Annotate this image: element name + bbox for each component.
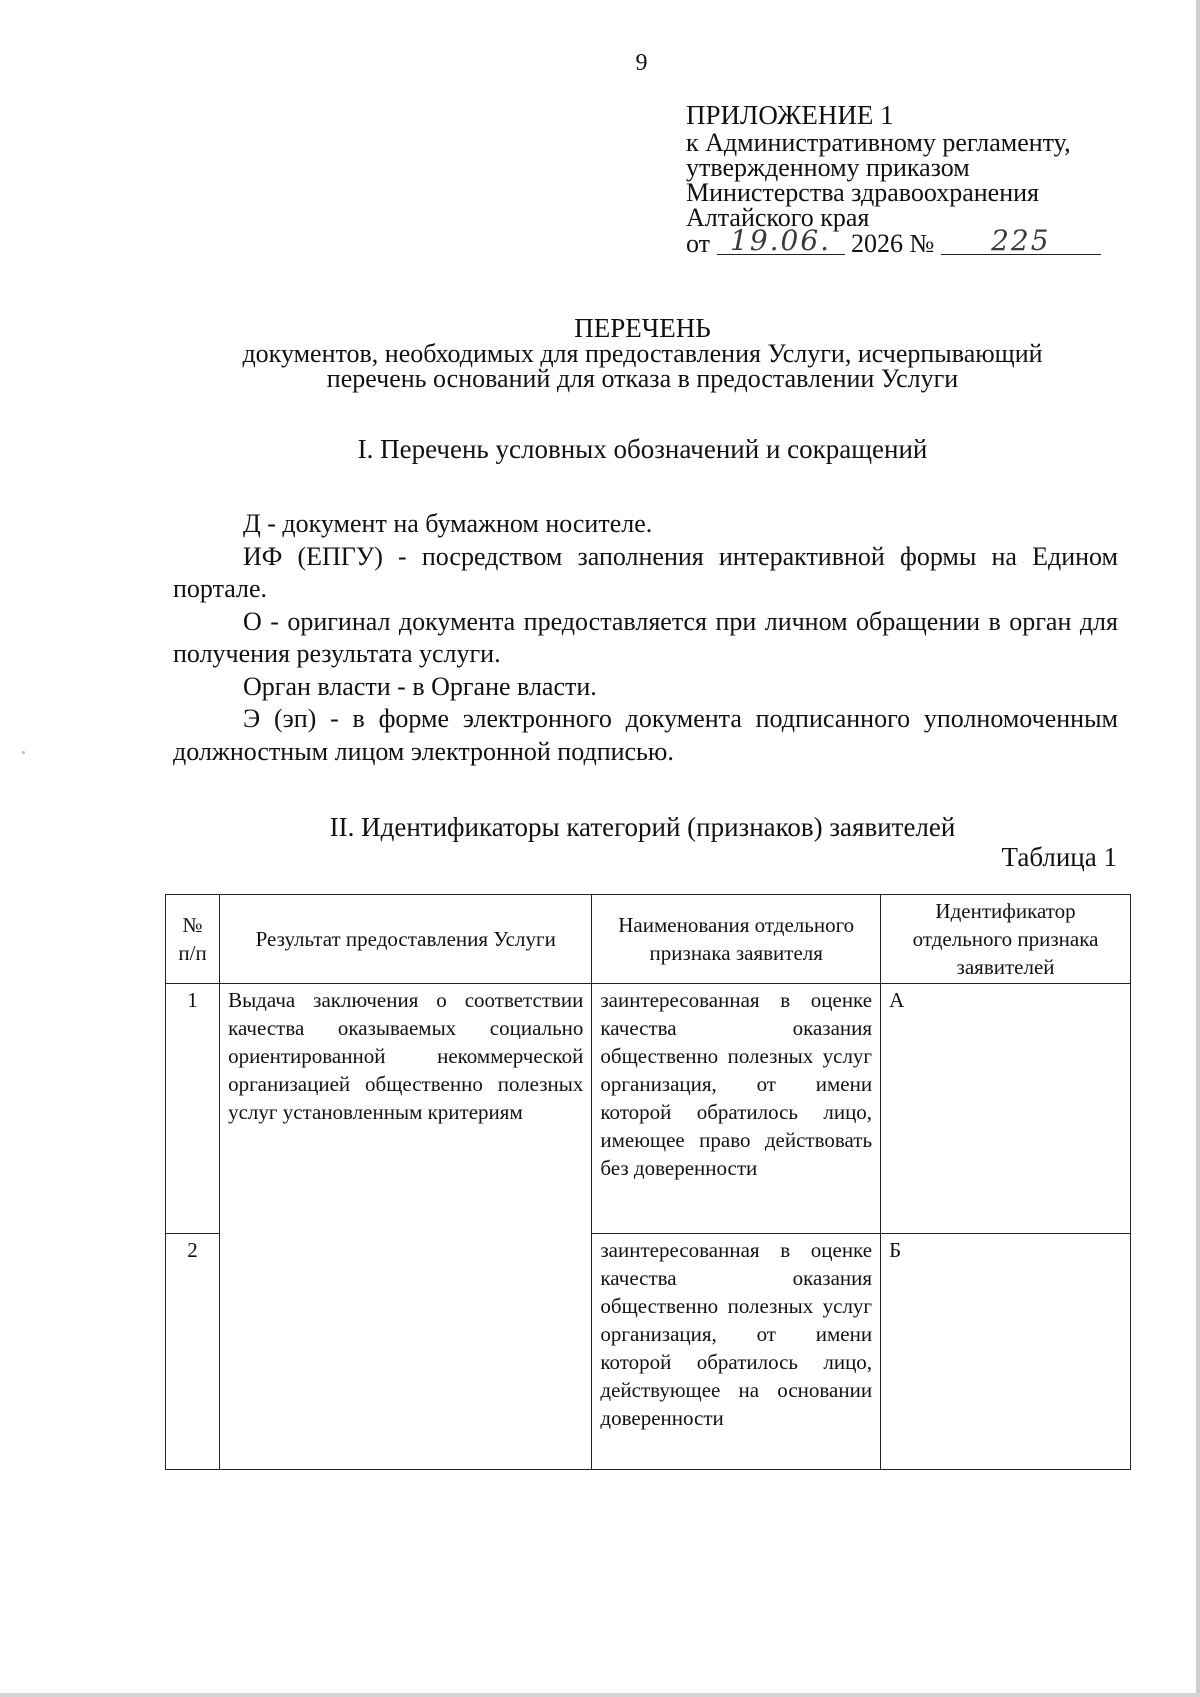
- attribute-id-cell: А: [881, 984, 1131, 1234]
- table-header-row: [166, 895, 1131, 984]
- handwritten-number: 225: [991, 224, 1051, 257]
- abbreviation-paragraph: Орган власти - в Органе власти.: [243, 671, 597, 701]
- approval-line: к Административному регламенту,: [686, 128, 1071, 157]
- page-edge-right: [1196, 0, 1200, 1697]
- service-result-cell: Выдача заключения о соответствии качества оказываемых социально ориентированной некоммерческой организацией общественно полезных услуг установленным критериям: [220, 984, 592, 1470]
- table-caption: Таблица 1: [1001, 842, 1117, 872]
- abbreviation-paragraph: О - оригинал документа предоставляется при личном обращении в орган для получения результата услуги.: [173, 606, 1118, 668]
- attribute-name-cell: заинтересованная в оценке качества оказания общественно полезных услуг организация, от имени которой обратилось лицо, действующее на основании доверенности: [592, 1234, 881, 1470]
- abbreviation-paragraph: ИФ (ЕПГУ) - посредством заполнения интерактивной формы на Едином портале.: [173, 541, 1118, 603]
- row-number: 2: [166, 1234, 220, 1470]
- abbreviation-paragraph: Д - документ на бумажном носителе.: [243, 509, 653, 538]
- number-field: [941, 224, 1101, 257]
- section-2-heading: II. Идентификаторы категорий (признаков) заявителей: [329, 812, 956, 842]
- page-number: 9: [635, 50, 648, 76]
- year-label: 2026 №: [851, 229, 935, 258]
- scan-speck: [22, 751, 25, 754]
- handwritten-date: 19.06.: [730, 224, 832, 257]
- approval-line: утвержденному приказом: [686, 153, 970, 182]
- header-number: № п/п: [166, 895, 220, 984]
- attribute-id-cell: Б: [881, 1234, 1131, 1470]
- title-subline: документов, необходимых для предоставления Услуги, исчерпывающий: [242, 339, 1043, 368]
- document-title: [150, 313, 1135, 393]
- abbreviations-list: [173, 508, 1118, 768]
- table-row: [166, 984, 1131, 1234]
- approval-date-line: [686, 224, 1101, 258]
- section-1-heading: I. Перечень условных обозначений и сокращений: [357, 434, 928, 464]
- header-attribute-id: Идентификатор отдельного признака заявителей: [881, 895, 1131, 984]
- title-subline: перечень оснований для отказа в предоставлении Услуги: [326, 364, 959, 393]
- approval-line: Министерства здравоохранения: [686, 178, 1039, 207]
- appendix-heading: ПРИЛОЖЕНИЕ 1: [686, 100, 894, 130]
- page-edge-bottom: [0, 1693, 1200, 1697]
- title-main: ПЕРЕЧЕНЬ: [574, 313, 711, 343]
- header-result: Результат предоставления Услуги: [220, 895, 592, 984]
- attribute-name-cell: заинтересованная в оценке качества оказания общественно полезных услуг организация, от имени которой обратилось лицо, имеющее право действовать без доверенности: [592, 984, 881, 1234]
- date-field: [717, 224, 845, 257]
- approval-block: [686, 100, 1101, 257]
- row-number: 1: [166, 984, 220, 1234]
- approval-line: Алтайского края: [686, 203, 870, 232]
- abbreviation-paragraph: Э (эп) - в форме электронного документа подписанного уполномоченным должностным лицом электронной подписью.: [173, 704, 1118, 766]
- header-attribute-name: Наименования отдельного признака заявителя: [592, 895, 881, 984]
- from-label: от: [686, 229, 711, 258]
- applicant-categories-table: [165, 894, 1131, 1470]
